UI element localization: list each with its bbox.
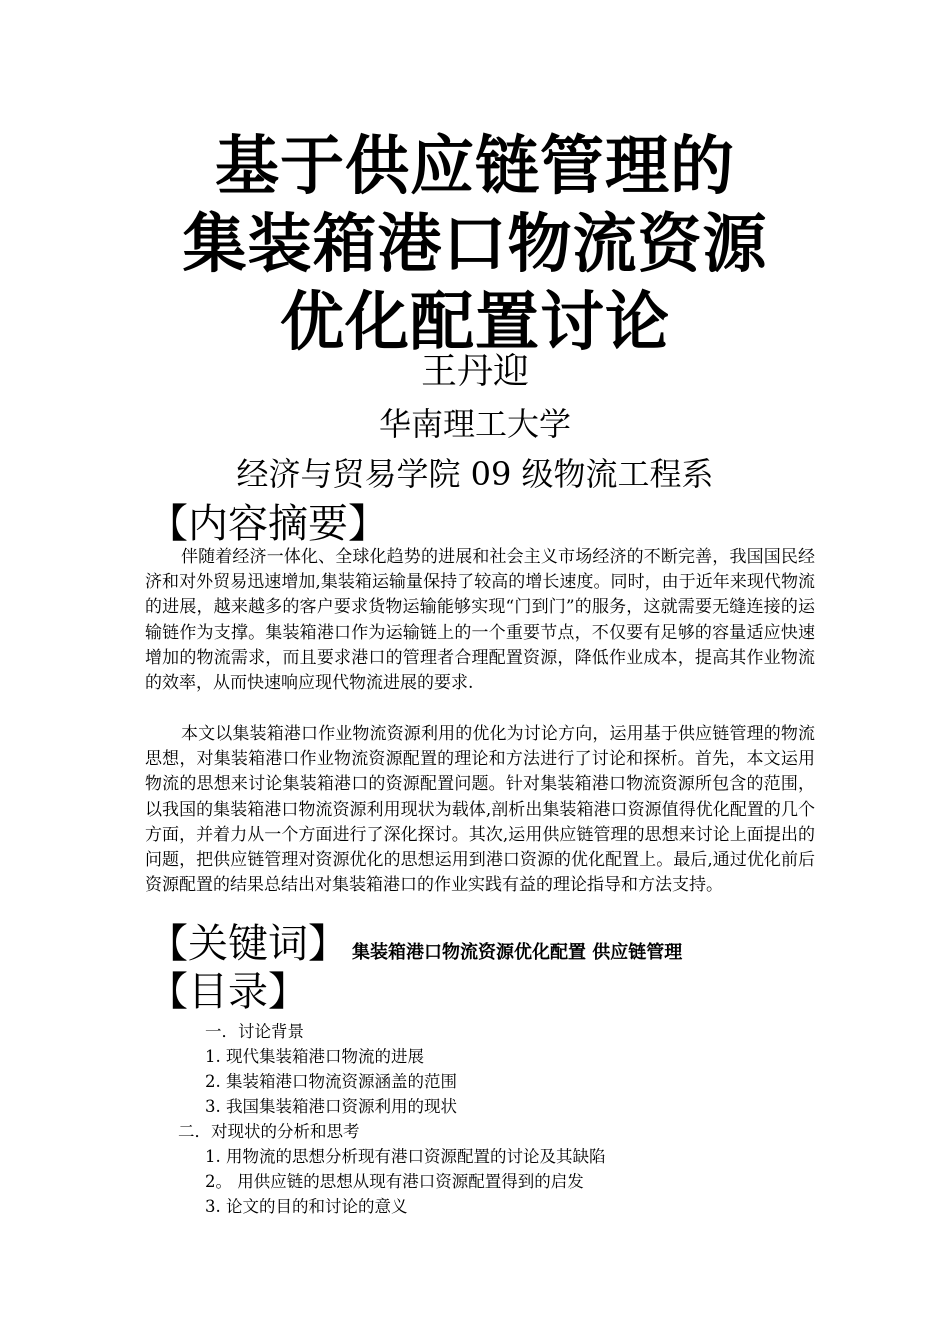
toc-item: 2. 集装箱港口物流资源涵盖的范围 xyxy=(205,1072,457,1091)
toc-item: 3. 论文的目的和讨论的意义 xyxy=(205,1197,408,1216)
abstract-heading: 【内容摘要】 xyxy=(148,501,388,547)
keywords-heading: 【关键词】 xyxy=(148,921,348,967)
school-name: 华南理工大学 xyxy=(378,405,571,443)
toc-item: 1. 现代集装箱港口物流的进展 xyxy=(205,1047,424,1066)
abstract-paragraph-2: 本文以集装箱港口作业物流资源利用的优化为讨论方向，运用基于供应链管理的物流思想，对集装箱港口作业物流资源配置的理论和方法进行了讨论和探析。首先，本文运用物流的思想来讨论集装箱港口的资源配置问题。针对集装箱港口物流资源所包含的范围，以我国的集装箱港口物流资源利用现状为载体,剖析出集装箱港口资源值得优化配置的几个方面，并着力从一个方面进行了深化探讨。其次,运用供应链管理的思想来讨论上面提出的问题，把供应链管理对资源优化的思想运用到港口资源的优化配置上。最后,通过优化前后资源配置的结果总结出对集装箱港口的作业实践有益的理论指导和方法支持。 xyxy=(145,724,815,896)
title-line-3: 优化配置讨论 xyxy=(280,286,670,360)
toc-item: 二．对现状的分析和思考 xyxy=(178,1122,360,1141)
department-name: 经济与贸易学院 09 级物流工程系 xyxy=(236,455,714,493)
toc-item: 一．讨论背景 xyxy=(205,1022,304,1041)
toc-item: 3. 我国集装箱港口资源利用的现状 xyxy=(205,1097,457,1116)
toc-item: 1. 用物流的思想分析现有港口资源配置的讨论及其缺陷 xyxy=(205,1147,606,1166)
keywords-text: 集装箱港口物流资源优化配置 供应链管理 xyxy=(352,942,683,963)
author-name: 王丹迎 xyxy=(420,351,529,392)
title-line-1: 基于供应链管理的 xyxy=(215,130,735,204)
abstract-paragraph-1: 伴随着经济一体化、全球化趋势的进展和社会主义市场经济的不断完善，我国国民经济和对外贸易迅速增加,集装箱运输量保持了较高的增长速度。同时，由于近年来现代物流的进展，越来越多的客户要求货物运输能够实现“门到门”的服务，这就需要无缝连接的运输链作为支撑。集装箱港口作为运输链上的一个重要节点，不仅要有足够的容量适应快速增加的物流需求，而且要求港口的管理者合理配置资源，降低作业成本，提高其作业物流的效率，从而快速响应现代物流进展的要求. xyxy=(145,547,815,694)
toc-heading: 【目录】 xyxy=(148,969,308,1015)
title-line-2: 集装箱港口物流资源 xyxy=(182,208,768,282)
toc-item: 2。 用供应链的思想从现有港口资源配置得到的启发 xyxy=(205,1172,584,1191)
